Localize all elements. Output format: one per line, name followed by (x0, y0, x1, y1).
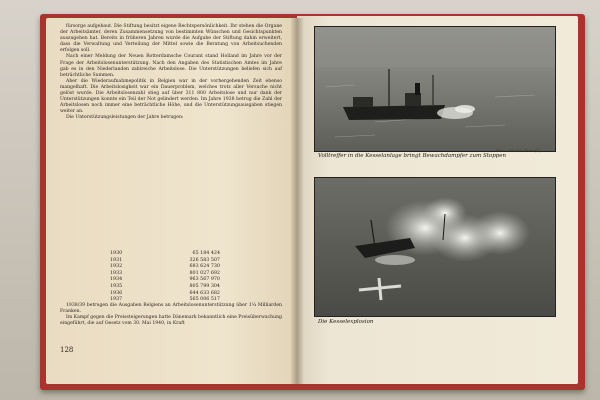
top-photo-credit: Foto: Atlantic Foto (1) (496, 148, 541, 153)
ship-photo-image (315, 27, 555, 151)
left-page-bottom-text (60, 303, 282, 327)
table-row (110, 251, 220, 258)
table-year: 1937 (110, 297, 123, 303)
expenditure-table (110, 251, 220, 304)
table-row (110, 277, 220, 284)
table-year: 1933 (110, 270, 123, 276)
top-photo-caption: Volltreffer in die Kesselanlage bringt Bewachdampfer zum Stoppen (318, 153, 507, 159)
explosion-photo (314, 177, 556, 317)
left-page-text (60, 24, 282, 122)
ship-photo (314, 26, 556, 152)
paragraph: Aber die Wiederaufnahmepolitik in Belgien war in der vorhergehenden Zeit ebenso mangelhaft. Die Arbeitslosigkeit war ein Dauerproblem, welches trotz aller Versuche nicht gelöst wurde. Die Arbeitslosenzahl stieg auf über 311 800 Arbeitslose und nur dank der Unterstützungen konnte ein Teil der Not gelindert werden. Im Jahre 1938 betrug die Zahl der Arbeitslosen noch immer eine beträchtliche Höhe, und die Unterstützungsausgaben stiegen weiter an. (60, 78, 282, 115)
table-amount: 644 633 682 (189, 290, 220, 296)
paragraph: Nach einer Meldung der Neuen Rotterdamsche Courant stand Holland im Jahre vor der Frage der Arbeitslosenunterstützung. Nach den Angaben des Statistischen Amtes im Jahre gab es in den Niederlanden zahlreiche Arbeitslose. Die Unterstützungen beliefen sich auf beträchtliche Summen. (60, 54, 282, 78)
table-amount: 963 567 970 (189, 277, 220, 283)
bottom-photo-caption: Die Kesselexplosion (318, 319, 374, 325)
table-amount: 805 799 304 (189, 283, 220, 289)
table-year: 1935 (110, 283, 123, 289)
table-year: 1931 (110, 257, 123, 263)
table-amount: 326 583 507 (189, 257, 220, 263)
table-year: 1934 (110, 277, 123, 283)
table-amount: 65 184 424 (192, 251, 220, 256)
table-amount: 801 027 692 (189, 270, 220, 276)
paragraph: Im Kampf gegen die Preissteigerungen hatte Dänemark bekanntlich eine Preisüberwachung eingeführt, die auf Gesetz vom 30. Mai 1940, in Kraft (60, 315, 282, 327)
table-intro: Die Unterstützungsleistungen der Jahre betrugen: (66, 115, 184, 121)
table-amount: 565 006 517 (189, 297, 220, 303)
page-number: 128 (60, 346, 74, 354)
table-row (110, 264, 220, 271)
paragraph: fürsorge aufgebaut. Die Stiftung besitzt eigene Rechtspersönlichkeit. Ihr stehen die Organe der Arbeitsämter, deren Zusammensetzung von bestimmten Wünschen und Gesichtspunkten auszugehen hat. Bereits in früheren Jahren wurde die Aufgabe der Stiftung dahin erweitert, dass die Verwaltung und Verteilung der Mittel sowie die Beratung von Arbeitsuchenden erfolgen soll. (60, 24, 282, 54)
book-gutter (290, 18, 304, 384)
table-year: 1936 (110, 290, 123, 296)
paragraph: 1938/39 betrugen die Ausgaben Belgiens an Arbeitslosenunterstützung über 1¼ Milliarden Franken. (60, 303, 282, 315)
explosion-photo-image (315, 178, 555, 316)
table-amount: 683 624 730 (189, 264, 220, 270)
table-year: 1932 (110, 264, 123, 270)
table-year: 1930 (110, 251, 123, 256)
table-row (110, 284, 220, 291)
